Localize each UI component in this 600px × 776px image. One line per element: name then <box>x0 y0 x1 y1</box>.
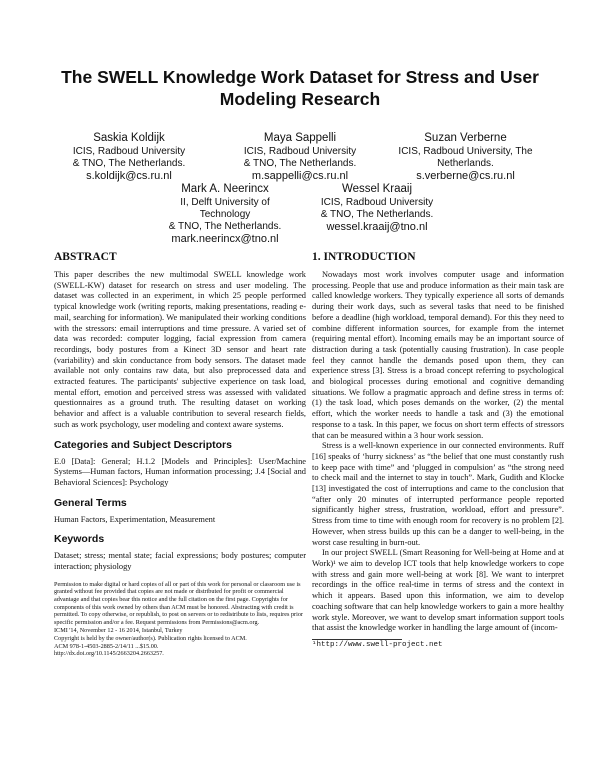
abstract-heading: ABSTRACT <box>54 251 117 263</box>
abstract-text: This paper describes the new multimodal SWELL knowledge work (SWELL-KW) dataset for research on stress and user modeling. The dataset was collected in an experiment, in which 25 people performed typical knowledge work (writing reports, making presentations, reading e-mail, searching for information). We manipulated their working conditions with the stressors: email interruptions and time pressure. A varied set of data was recorded: computer logging, facial expression from camera recordings, body postures from a Kinect 3D sensor and heart rate (variability) and skin conductance from body sensors. The dataset made available not only contains raw data, but also preprocessed data and extracted features. The participants' subjective experience on task load, mental effort, emotion and perceived stress was assessed with validated questionnaires as a ground truth. The resulting dataset on working behavior and affect is a valuable contribution to several research fields, such as work psychology, user modeling and context aware systems. <box>54 270 306 429</box>
author-block <box>220 131 380 183</box>
author-affiliation: & TNO, The Netherlands. <box>72 158 186 169</box>
copyright-line: Copyright is held by the owner/author(s). Publication rights licensed to ACM. <box>54 634 247 642</box>
author-email[interactable]: mark.neerincx@tno.nl <box>171 233 279 245</box>
isbn-line: ACM 978-1-4503-2885-2/14/11 ...$15.00. <box>54 642 159 650</box>
author-affiliation: & TNO, The Netherlands. <box>243 158 357 169</box>
author-block <box>378 131 553 183</box>
author-affiliation: II, Delft University of <box>180 197 270 208</box>
author-affiliation: ICIS, Radboud University <box>320 197 434 208</box>
author-affiliation: Netherlands. <box>437 158 494 169</box>
author-affiliation: & TNO, The Netherlands. <box>168 221 282 232</box>
author-affiliation: Technology <box>199 209 251 220</box>
keywords-text: Dataset; stress; mental state; facial expressions; body postures; computer interaction; physiology <box>54 551 306 572</box>
conference-line: ICMI '14, November 12 - 16 2014, Istanbul, Turkey <box>54 627 183 635</box>
author-email[interactable]: s.koldijk@cs.ru.nl <box>86 170 172 182</box>
intro-paragraph: Nowadays most work involves computer usage and information processing. People that use and produce information as their main task are called knowledge workers. They typically experience all sorts of demands during their work days, such as several tasks that need to be finished before a deadline (high workload, temporal demand). For this they need to combine different information sources, for example from the internet (requiring mental effort). Incoming emails may be an important source of distraction during a task (potentially causing frustration). In case people feel they cannot handle the demands posed upon them, they can experience stress [3]. Stress is a broad concept referring to psychological and biological processes during emotional and cognitive demanding situations. We follow a pragmatic approach and define stress in terms of: (1) the task load, which poses demands on the worker, (2) the mental effort, which the worker needs to handle a task and (3) the emotional response to a task. In this paper, we focus on short term effects of stressors that can be measured within a 3 hour work session. <box>312 270 564 440</box>
author-name: Saskia Koldijk <box>93 132 165 144</box>
author-name: Wessel Kraaij <box>341 183 413 195</box>
paper-title: The SWELL Knowledge Work Dataset for Stress and User Modeling Research <box>61 67 539 109</box>
author-affiliation: ICIS, Radboud University, The <box>398 146 533 157</box>
categories-text: E.0 [Data]: General; H.1.2 [Models and Principles]: User/Machine Systems—Human factors, Human information processing; J.4 [Social and Behavioral Sciences]: Psychology <box>54 456 306 487</box>
permission-text: Permission to make digital or hard copies of all or part of this work for personal or classroom use is granted without fee provided that copies are not made or distributed for profit or commercial advantage and that copies bear this notice and the full citation on the first page. Copyrights for components of this work owned by others than ACM must be honored. Abstracting with credit is permitted. To copy otherwise, or republish, to post on servers or to redistribute to lists, requires prior specific permission and/or a fee. Request permissions from Permissions@acm.org. <box>54 580 303 626</box>
introduction-heading: 1. INTRODUCTION <box>312 251 416 263</box>
author-email[interactable]: m.sappelli@cs.ru.nl <box>251 170 349 182</box>
author-block <box>150 182 300 246</box>
author-block <box>302 182 452 234</box>
author-affiliation: ICIS, Radboud University <box>72 146 186 157</box>
author-email[interactable]: s.verberne@cs.ru.nl <box>416 170 515 182</box>
author-name: Maya Sappelli <box>263 132 337 144</box>
author-affiliation: & TNO, The Netherlands. <box>320 209 434 220</box>
author-name: Mark A. Neerincx <box>181 183 269 195</box>
intro-paragraph: In our project SWELL (Smart Reasoning for Well-being at Home and at Work)¹ we aim to develop ICT tools that help knowledge workers to cope with stress and gain more well-being at work [8]. We want to interpret recordings in the office real-time in terms of stress and the context in which it appears. Based upon this information, we aim to develop coaching software that can help knowledge workers to gain a more healthy work style. Moreover, we want to develop smart information support tools that assist the knowledge worker in handling the large amount of (incom- <box>312 548 564 633</box>
author-block <box>54 131 204 183</box>
categories-heading: Categories and Subject Descriptors <box>54 438 232 451</box>
right-column <box>312 250 564 650</box>
author-affiliation: ICIS, Radboud University <box>243 146 357 157</box>
keywords-heading: Keywords <box>54 533 105 546</box>
author-name: Suzan Verberne <box>424 132 507 144</box>
intro-paragraph: Stress is a well-known experience in our connected environments. Ruff [16] speaks of ‘hurry sickness’ as “the belief that one must constantly rush to keep pace with time” and ‘plugged in compulsion’ as “the strong need to check mail and the internet to stay in touch”. Mark, Gudith and Klocke [13] investigated the cost of interruptions and came to the conclusion that “after only 20 minutes of interrupted performance people reported significantly higher stress, frustration, workload, effort and pressure”. Stress from time to time with enough room for recovery is no problem [2]. However, when stress builds up this can be a danger to well-being, in the worst case resulting in burn-out. <box>312 441 564 547</box>
footnote-link[interactable]: ¹http://www.swell-project.net <box>312 640 443 649</box>
doi-link[interactable]: http://dx.doi.org/10.1145/2663204.2663257. <box>54 650 164 658</box>
general-terms-text: Human Factors, Experimentation, Measurement <box>54 514 216 524</box>
general-terms-heading: General Terms <box>54 496 127 509</box>
author-email[interactable]: wessel.kraaij@tno.nl <box>326 221 428 233</box>
left-column <box>54 250 306 658</box>
permission-block <box>54 581 306 658</box>
